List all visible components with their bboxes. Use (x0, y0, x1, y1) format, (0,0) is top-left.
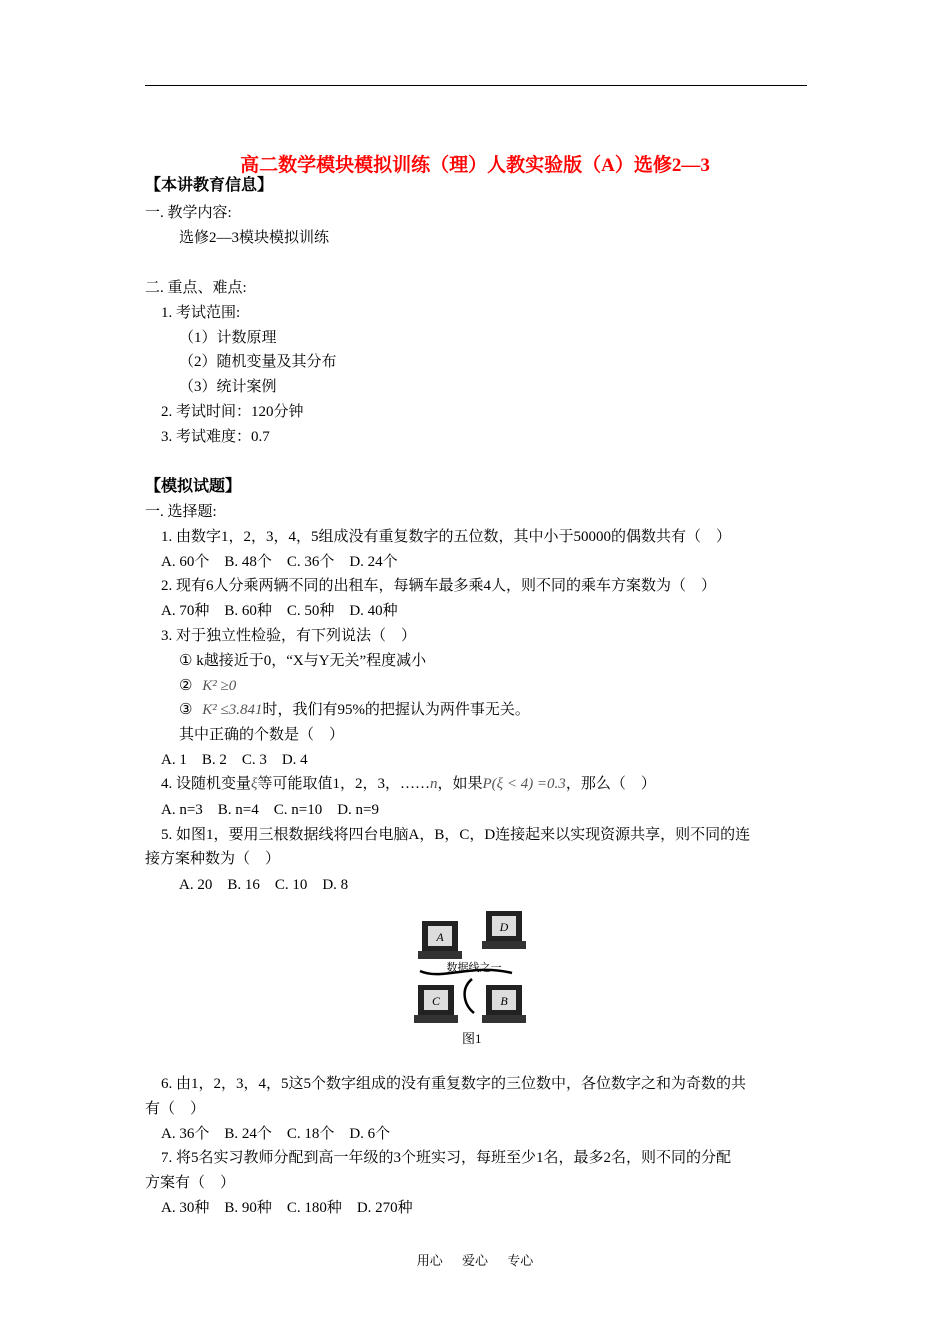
computer-label: D (499, 920, 509, 934)
question-7-options: A. 30种 B. 90种 C. 180种 D. 270种 (161, 1200, 413, 1216)
section-heading-mock: 【模拟试题】 (145, 478, 242, 495)
computer-c-icon (414, 985, 458, 1023)
question-4-options: A. n=3 B. n=4 C. n=10 D. n=9 (161, 802, 380, 818)
k-squared-formula: K² ≥0 (202, 678, 237, 694)
exam-difficulty: 3. 考试难度：0.7 (161, 429, 270, 445)
computer-a-icon (418, 921, 462, 959)
footer-text: 爱心 (461, 1253, 488, 1268)
question-text: ，那么（ ） (565, 776, 656, 792)
question-7-line-2: 方案有（ ） (145, 1175, 236, 1191)
probability-formula: P(ξ < 4) =0.3 (482, 776, 566, 792)
computer-label: A (436, 930, 444, 944)
question-6-line-2: 有（ ） (145, 1101, 206, 1117)
question-4 (161, 774, 656, 794)
computer-label: B (500, 994, 508, 1008)
statement-number: ③ (179, 702, 193, 718)
teaching-content-label: 一. 教学内容: (145, 205, 232, 221)
scope-label: 1. 考试范围: (161, 305, 241, 321)
question-1-options: A. 60个 B. 48个 C. 36个 D. 24个 (161, 554, 398, 570)
question-1: 1. 由数字1，2，3，4，5组成没有重复数字的五位数，其中小于50000的偶数共有（ ） (161, 529, 732, 545)
scope-item: （3）统计案例 (179, 379, 277, 395)
figure-caption: 图1 (462, 1031, 482, 1046)
question-text: 等可能取值1，2，3，…… (257, 776, 430, 792)
computer-b-icon (482, 985, 526, 1023)
exam-time: 2. 考试时间：120分钟 (161, 404, 304, 420)
key-points-label: 二. 重点、难点: (145, 280, 247, 296)
cable-label: 数据线之一 (446, 961, 502, 974)
section-heading-info: 【本讲教育信息】 (145, 177, 274, 194)
question-5-options: A. 20 B. 16 C. 10 D. 8 (179, 877, 349, 893)
question-2: 2. 现有6人分乘两辆不同的出租车，每辆车最多乘4人，则不同的乘车方案数为（ ） (161, 578, 717, 594)
scope-item: （1）计数原理 (179, 330, 277, 346)
page-footer (0, 1250, 950, 1269)
footer-text: 用心 (416, 1253, 443, 1268)
question-3-statement-3 (179, 700, 530, 720)
header-rule (145, 85, 807, 86)
scope-item: （2）随机变量及其分布 (179, 354, 337, 370)
statement-text: 时，我们有95%的把握认为两件事无关。 (262, 702, 530, 718)
document-title: 高二数学模块模拟训练（理）人教实验版（A）选修2—3 (240, 155, 710, 176)
question-5-line-1: 5. 如图1，要用三根数据线将四台电脑A，B，C，D连接起来以实现资源共享，则不同的连 (161, 827, 751, 843)
statement-number: ② (179, 678, 193, 694)
question-7-line-1: 7. 将5名实习教师分配到高一年级的3个班实习，每班至少1名，最多2名，则不同的分配 (161, 1150, 732, 1166)
xi-symbol: ξ (251, 776, 258, 792)
choice-label: 一. 选择题: (145, 504, 217, 520)
k-squared-formula: K² ≤3.841 (202, 702, 263, 718)
question-3-options: A. 1 B. 2 C. 3 D. 4 (161, 752, 308, 768)
computer-label: C (431, 994, 441, 1008)
question-3: 3. 对于独立性检验，有下列说法（ ） (161, 628, 417, 644)
question-6-options: A. 36个 B. 24个 C. 18个 D. 6个 (161, 1126, 391, 1142)
question-6-line-1: 6. 由1，2，3，4，5这5个数字组成的没有重复数字的三位数中，各位数字之和为奇数的共 (161, 1076, 747, 1092)
computer-d-icon (482, 911, 526, 949)
question-text: 4. 设随机变量 (161, 776, 252, 792)
footer-text: 专心 (507, 1253, 534, 1268)
teaching-content: 选修2—3模块模拟训练 (179, 230, 330, 246)
question-5-line-2: 接方案种数为（ ） (145, 851, 281, 867)
n-symbol: n (429, 776, 438, 792)
cable-line (465, 979, 474, 1013)
question-3-stem: 其中正确的个数是（ ） (179, 727, 345, 743)
question-2-options: A. 70种 B. 60种 C. 50种 D. 40种 (161, 603, 398, 619)
question-3-statement-1: ① k越接近于0，“X与Y无关”程度减小 (179, 653, 427, 669)
question-text: ，如果 (437, 776, 483, 792)
question-3-statement-2 (179, 676, 236, 696)
